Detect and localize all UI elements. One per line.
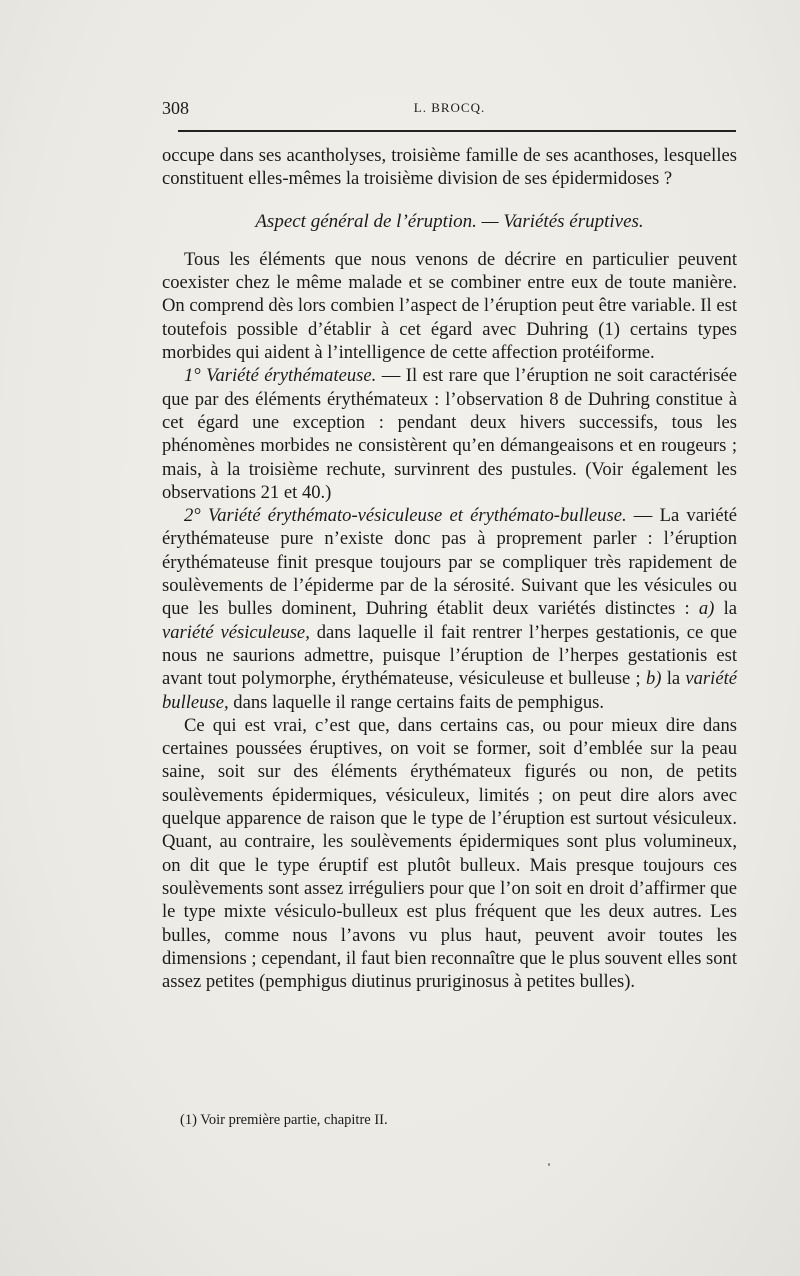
variety-1-label: 1° Variété érythémateuse. (184, 365, 377, 387)
page-number: 308 (162, 98, 189, 118)
footnote: (1) Voir première partie, chapitre II. (180, 1112, 388, 1128)
header-rule (178, 130, 736, 132)
print-speck (548, 1163, 550, 1166)
variety-2-paragraph (162, 504, 737, 714)
variety-vesiculeuse: variété vésiculeuse, (162, 621, 310, 643)
body-text (162, 144, 737, 993)
section-heading: Aspect général de l’éruption. — Variétés éruptives. (255, 210, 644, 232)
variety-2-label: 2° Variété érythémato-vésiculeuse et érythémato-bulleuse. (184, 505, 627, 527)
variety-2-text-b: la (714, 598, 737, 620)
variety-bulleuse: variété bulleuse, (162, 668, 737, 713)
continuation-paragraph: occupe dans ses acantholyses, troisième famille de ses acanthoses, lesquelles constituent elles-mêmes la troisième division de ses épidermidoses ? (162, 145, 737, 190)
intro-paragraph: Tous les éléments que nous venons de décrire en particulier peuvent coexister chez le même malade et se combiner entre eux de toute manière. On comprend dès lors combien l’aspect de l’éruption peut être variable. Il est toutefois possible d’établir à cet égard avec Duhring (1) certains types morbides qui aident à l’intelligence de cette affection protéiforme. (162, 248, 737, 364)
variety-2-text-c: dans laquelle il fait rentrer l’herpes gestationis, ce que nous ne saurions admettre, puisque l’éruption de l’herpes gestationis est avant tout polymorphe, érythémateuse, vésiculeuse et bulleuse ; (162, 621, 737, 690)
variety-1-text: — Il est rare que l’éruption ne soit caractérisée que par des éléments érythémateux : l’observation 8 de Duhring constitue à cet égard une exception : pendant deux hivers successifs, tous les phénomènes morbides ne consistèrent qu’en démangeaisons et en rougeurs ; mais, à la troisième rechute, survinrent des pustules. (Voir également les observations 21 et 40.) (162, 365, 738, 503)
variety-2-marker-b: b) (645, 668, 662, 690)
closing-paragraph: Ce qui est vrai, c’est que, dans certains cas, ou pour mieux dire dans certaines poussées éruptives, on voit se former, soit d’emblée sur la peau saine, soit sur des éléments érythémateux figurés ou non, de petits soulèvements épidermiques, vésiculeux, limités ; on peut dire alors avec quelque apparence de raison que le type de l’éruption est surtout vésiculeux. Quant, au contraire, les soulèvements épidermiques sont plus volumineux, on dit que le type éruptif est plutôt bulleux. Mais presque toujours ces soulèvements sont assez irréguliers pour que l’on soit en droit d’affirmer que le type mixte vésiculo-bulleux est plus fréquent que les deux autres. Les bulles, comme nous l’avons vu plus haut, peuvent avoir toutes les dimensions ; cependant, il faut bien reconnaître que le plus souvent elles sont assez petites (pemphigus diutinus pruriginosus à petites bulles). (162, 714, 737, 993)
running-head: L. BROCQ. (413, 100, 486, 115)
variety-2-text-a: — La variété érythémateuse pure n’existe donc pas à proprement parler : l’éruption érythémateuse finit presque toujours par se compliquer très rapidement de soulèvements de l’épiderme par de la sérosité. Suivant que les vésicules ou que les bulles dominent, Duhring établit deux variétés distinctes : (162, 505, 737, 620)
page-header (162, 98, 737, 122)
variety-2-text-d: la (661, 668, 686, 690)
variety-1-paragraph (162, 364, 737, 504)
variety-2-text-e: dans laquelle il range certains faits de pemphigus. (228, 691, 604, 713)
variety-2-marker-a: a) (698, 598, 715, 620)
